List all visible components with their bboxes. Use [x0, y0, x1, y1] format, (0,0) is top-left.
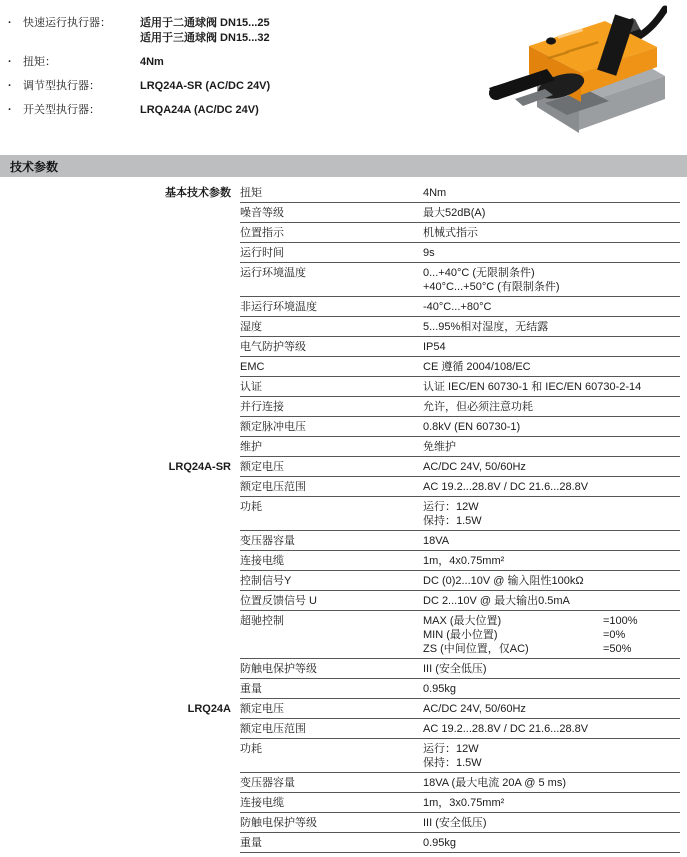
spec-attribute: 位置反馈信号 U: [240, 594, 317, 607]
spec-attribute: 湿度: [240, 320, 262, 333]
spec-row: [0, 739, 687, 773]
spec-row: [0, 531, 687, 551]
spec-attribute: 维护: [240, 440, 262, 453]
spec-value-line: III (安全低压): [423, 662, 487, 675]
spec-value-line: AC 19.2...28.8V / DC 21.6...28.8V: [423, 480, 589, 493]
spec-value-line: IP54: [423, 340, 446, 353]
spec-row-body: [240, 679, 680, 699]
spec-section-label: [0, 719, 240, 739]
spec-value-line: AC 19.2...28.8V / DC 21.6...28.8V: [423, 722, 589, 735]
spec-value: [423, 500, 680, 528]
spec-value-line: 最大52dB(A): [423, 206, 486, 219]
summary-label: 扭矩：: [23, 56, 56, 68]
spec-value-line: 1m，4x0.75mm²: [423, 554, 505, 567]
spec-section-label: [0, 417, 240, 437]
spec-row: [0, 551, 687, 571]
spec-value-line: 认证 IEC/EN 60730-1 和 IEC/EN 60730-2-14: [423, 380, 642, 393]
summary-value-line: LRQA24A (AC/DC 24V): [140, 104, 259, 116]
spec-section-label: [0, 243, 240, 263]
spec-row: [0, 497, 687, 531]
spec-value: [423, 420, 680, 434]
spec-value-line: ZS (中间位置，仅AC) =50%: [423, 642, 632, 655]
spec-section-label: [0, 263, 240, 297]
spec-value-line: DC 2...10V @ 最大输出0.5mA: [423, 594, 570, 607]
spec-value-line: 0.95kg: [423, 682, 457, 695]
summary-value: [140, 79, 478, 94]
spec-value: [423, 682, 680, 696]
spec-attribute: 额定脉冲电压: [240, 420, 306, 433]
spec-value: [423, 186, 680, 200]
spec-value-line: CE 遵循 2004/108/EC: [423, 360, 531, 373]
spec-section-label: [0, 297, 240, 317]
summary-label: 快速运行执行器：: [23, 17, 111, 29]
spec-row-body: [240, 659, 680, 679]
summary-item-modulating-actuator: [8, 79, 478, 94]
spec-value: [423, 206, 680, 220]
spec-value: [423, 480, 680, 494]
spec-row-body: [240, 263, 680, 297]
spec-row-body: [240, 719, 680, 739]
spec-row-body: [240, 437, 680, 457]
spec-section-label: [0, 739, 240, 773]
spec-value-line: MIN (最小位置) =0%: [423, 628, 626, 641]
spec-value-line: 5...95%相对湿度，无结露: [423, 320, 549, 333]
spec-value-line: 保持：1.5W: [423, 756, 482, 769]
spec-attribute: 扭矩: [240, 186, 262, 199]
spec-row-body: [240, 531, 680, 551]
spec-value: [423, 594, 680, 608]
spec-value: [423, 574, 680, 588]
spec-value: [423, 776, 680, 790]
spec-value: [423, 742, 680, 770]
spec-value: [423, 554, 680, 568]
spec-value-line: AC/DC 24V, 50/60Hz: [423, 460, 526, 473]
spec-attribute: 连接电缆: [240, 554, 284, 567]
spec-row: [0, 223, 687, 243]
spec-row-body: [240, 397, 680, 417]
spec-value-line: 1m，3x0.75mm²: [423, 796, 505, 809]
spec-row: [0, 679, 687, 699]
spec-value-line: 9s: [423, 246, 435, 259]
spec-value: [423, 796, 680, 810]
spec-section-label: [0, 659, 240, 679]
spec-attribute: 噪音等级: [240, 206, 284, 219]
spec-attribute: 变压器容量: [240, 776, 295, 789]
summary-label: 调节型执行器：: [23, 80, 100, 92]
spec-section-label: [0, 223, 240, 243]
spec-value-line: 18VA: [423, 534, 450, 547]
actuator-product-image: [487, 2, 667, 148]
spec-value-line: 运行：12W: [423, 742, 479, 755]
summary-value: [140, 55, 478, 70]
spec-section-label: [0, 793, 240, 813]
spec-attribute: 位置指示: [240, 226, 284, 239]
spec-section-label: [0, 497, 240, 531]
spec-row: [0, 377, 687, 397]
spec-attribute: 防触电保护等级: [240, 662, 317, 675]
spec-attribute: 并行连接: [240, 400, 284, 413]
spec-value-line: 4Nm: [423, 186, 447, 199]
spec-value-line: 0.8kV (EN 60730-1): [423, 420, 521, 433]
summary-value-line: 适用于二通球阀 DN15...25: [140, 17, 270, 29]
spec-row: [0, 397, 687, 417]
spec-value: [423, 836, 680, 850]
spec-value-line: 18VA (最大电流 20A @ 5 ms): [423, 776, 567, 789]
spec-section-label: [0, 337, 240, 357]
spec-attribute: 功耗: [240, 500, 262, 513]
summary-label: 开关型执行器：: [23, 104, 100, 116]
spec-value-right: =0%: [603, 628, 626, 641]
lever-tip: [489, 86, 503, 100]
bullet-marker: ·: [8, 56, 12, 68]
spec-value-line: 保持：1.5W: [423, 514, 482, 527]
spec-row: [0, 611, 687, 659]
spec-row-body: [240, 337, 680, 357]
spec-row-body: [240, 203, 680, 223]
spec-row-body: [240, 699, 680, 719]
spec-row: [0, 571, 687, 591]
spec-row: [0, 457, 687, 477]
summary-item-onoff-actuator: [8, 103, 478, 118]
spec-value-line: 运行：12W: [423, 500, 479, 513]
spec-row-body: [240, 551, 680, 571]
spec-row: [0, 699, 687, 719]
spec-value-line: +40°C...+50°C (有限制条件): [423, 280, 560, 293]
spec-row-body: [240, 417, 680, 437]
spec-attribute: 功耗: [240, 742, 262, 755]
product-summary-list: [8, 16, 478, 127]
spec-attribute: EMC: [240, 360, 265, 373]
spec-row-body: [240, 497, 680, 531]
spec-section-label: [0, 377, 240, 397]
spec-row: [0, 263, 687, 297]
bullet-marker: ·: [8, 104, 12, 116]
spec-row-body: [240, 591, 680, 611]
spec-section-label: [0, 773, 240, 793]
spec-row: [0, 357, 687, 377]
spec-row-body: [240, 357, 680, 377]
spec-section-label: LRQ24A-SR: [168, 461, 231, 473]
spec-value-line: AC/DC 24V, 50/60Hz: [423, 702, 526, 715]
spec-row-body: [240, 243, 680, 263]
spec-row: [0, 659, 687, 679]
spec-row: [0, 437, 687, 457]
spec-value-line: 0...+40°C (无限制条件): [423, 266, 535, 279]
spec-section-label: [0, 437, 240, 457]
actuator-photo-illustration: [487, 2, 667, 148]
spec-row-body: [240, 571, 680, 591]
spec-value: [423, 460, 680, 474]
spec-row: [0, 297, 687, 317]
spec-row-body: [240, 223, 680, 243]
spec-value-line: 允许，但必须注意功耗: [423, 400, 533, 413]
spec-row-body: [240, 611, 680, 659]
spec-attribute: 控制信号Y: [240, 574, 292, 587]
spec-value: [423, 300, 680, 314]
spec-row: [0, 203, 687, 223]
spec-row-body: [240, 183, 680, 203]
spec-section-label: [0, 317, 240, 337]
spec-value: [423, 722, 680, 736]
spec-value: [423, 400, 680, 414]
spec-row: [0, 773, 687, 793]
summary-value-line: 4Nm: [140, 56, 164, 68]
spec-attribute: 额定电压: [240, 460, 284, 473]
spec-row-body: [240, 739, 680, 773]
spec-section-label: [0, 551, 240, 571]
spec-row: [0, 833, 687, 853]
spec-row: [0, 719, 687, 739]
spec-attribute: 重量: [240, 682, 262, 695]
spec-section-label: [0, 813, 240, 833]
spec-section-label: 基本技术参数: [165, 187, 231, 199]
spec-value: [423, 662, 680, 676]
spec-section-label: [0, 531, 240, 551]
summary-value-line: LRQ24A-SR (AC/DC 24V): [140, 80, 271, 92]
spec-value: [423, 266, 680, 294]
spec-attribute: 变压器容量: [240, 534, 295, 547]
spec-value: [423, 360, 680, 374]
bullet-marker: ·: [8, 17, 12, 29]
spec-attribute: 防触电保护等级: [240, 816, 317, 829]
spec-section-label: [0, 571, 240, 591]
spec-section-label: [0, 611, 240, 659]
spec-attribute: 连接电缆: [240, 796, 284, 809]
spec-value: [423, 320, 680, 334]
spec-row-body: [240, 457, 680, 477]
spec-attribute: 超驰控制: [240, 614, 284, 627]
section-title: 技术参数: [10, 159, 59, 174]
spec-row-body: [240, 793, 680, 813]
spec-row-body: [240, 297, 680, 317]
spec-value: [423, 816, 680, 830]
spec-row: [0, 591, 687, 611]
spec-row: [0, 793, 687, 813]
spec-section-label: [0, 477, 240, 497]
spec-row-body: [240, 833, 680, 853]
spec-value: [423, 226, 680, 240]
spec-section-label: [0, 203, 240, 223]
spec-attribute: 额定电压范围: [240, 722, 306, 735]
spec-row-body: [240, 377, 680, 397]
spec-attribute: 运行环境温度: [240, 266, 306, 279]
spec-value-line: 机械式指示: [423, 226, 478, 239]
spec-row-body: [240, 773, 680, 793]
spec-attribute: 额定电压范围: [240, 480, 306, 493]
spec-attribute: 重量: [240, 836, 262, 849]
section-header-technical-parameters: [0, 155, 687, 177]
spec-value-line: MAX (最大位置) =100%: [423, 614, 638, 627]
spec-table: [0, 183, 687, 853]
spec-value-line: 免维护: [423, 440, 456, 453]
spec-section-label: LRQ24A: [187, 703, 231, 715]
spec-section-label: [0, 357, 240, 377]
spec-row: [0, 183, 687, 203]
spec-attribute: 认证: [240, 380, 262, 393]
spec-attribute: 额定电压: [240, 702, 284, 715]
spec-section-label: [0, 679, 240, 699]
spec-value: [423, 246, 680, 260]
spec-row: [0, 243, 687, 263]
spec-value-line: -40°C...+80°C: [423, 300, 492, 313]
spec-attribute: 非运行环境温度: [240, 300, 317, 313]
spec-section-label: [0, 397, 240, 417]
spec-section-label: [0, 833, 240, 853]
spec-value-line: 0.95kg: [423, 836, 457, 849]
spec-row: [0, 337, 687, 357]
spec-value: [423, 380, 680, 394]
spec-attribute: 运行时间: [240, 246, 284, 259]
spec-value-right: =100%: [603, 614, 638, 627]
spec-value-line: DC (0)2...10V @ 输入阻性100kΩ: [423, 574, 584, 587]
spec-attribute: 电气防护等级: [240, 340, 306, 353]
spec-row: [0, 317, 687, 337]
summary-value-line: 适用于三通球阀 DN15...32: [140, 32, 270, 44]
summary-item-actuator-type: [8, 16, 478, 46]
adjustment-knob: [546, 37, 556, 44]
spec-value: [423, 534, 680, 548]
spec-value: [423, 340, 680, 354]
spec-value: [423, 702, 680, 716]
spec-value-right: =50%: [603, 642, 632, 655]
spec-row: [0, 477, 687, 497]
spec-value: [423, 614, 680, 656]
spec-row-body: [240, 813, 680, 833]
spec-section-label: [0, 591, 240, 611]
spec-row: [0, 417, 687, 437]
spec-row-body: [240, 317, 680, 337]
summary-item-torque: [8, 55, 478, 70]
summary-value: [140, 16, 478, 46]
spec-value: [423, 440, 680, 454]
summary-value: [140, 103, 478, 118]
spec-row-body: [240, 477, 680, 497]
spec-row: [0, 813, 687, 833]
spec-value-line: III (安全低压): [423, 816, 487, 829]
bullet-marker: ·: [8, 80, 12, 92]
